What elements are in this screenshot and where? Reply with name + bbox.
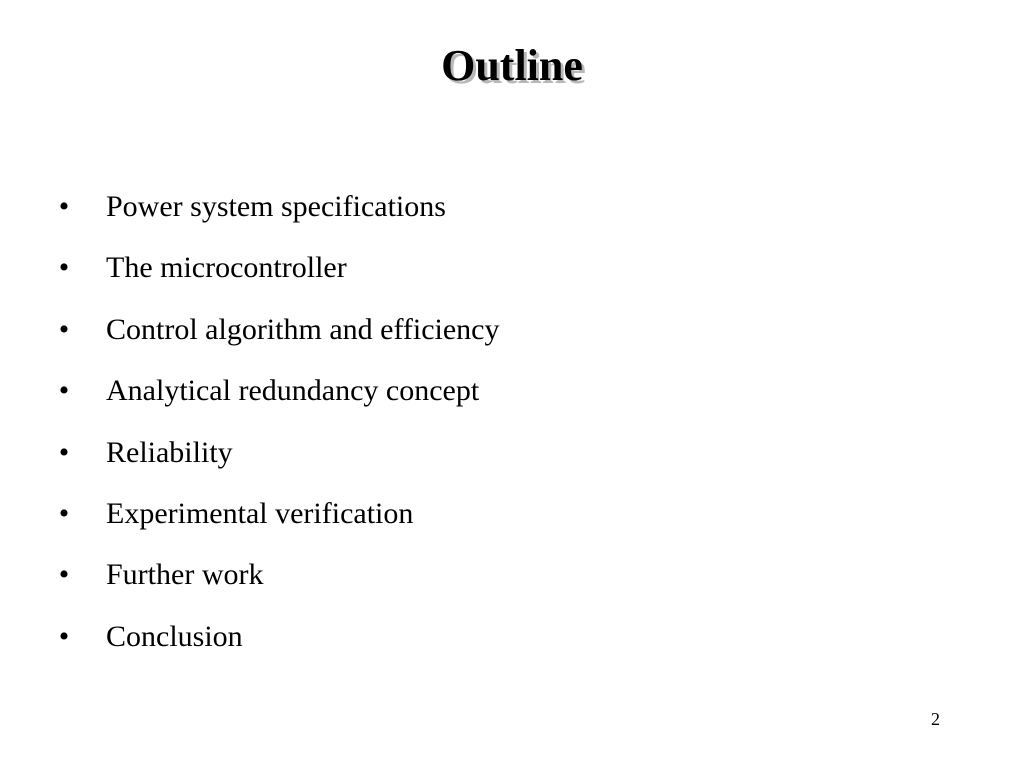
outline-item-text: Power system specifications <box>106 190 446 223</box>
bullet-icon: • <box>58 496 70 530</box>
outline-item-text: Reliability <box>106 435 233 469</box>
bullet-icon: • <box>58 190 70 223</box>
bullet-icon: • <box>58 374 70 408</box>
outline-item-text: Further work <box>106 558 264 592</box>
bullet-icon: • <box>58 435 70 469</box>
outline-item-text: Conclusion <box>106 619 243 653</box>
bullet-icon: • <box>58 251 70 285</box>
outline-item-text: The microcontroller <box>106 251 347 285</box>
page-number: 2 <box>931 709 940 729</box>
outline-item-text: Control algorithm and efficiency <box>106 312 500 346</box>
bullet-icon: • <box>58 558 70 592</box>
bullet-icon: • <box>58 312 70 346</box>
slide-title: Outline <box>441 41 583 90</box>
outline-item-text: Analytical redundancy concept <box>106 374 480 408</box>
outline-item-text: Experimental verification <box>106 496 414 530</box>
bullet-icon: • <box>58 619 70 653</box>
